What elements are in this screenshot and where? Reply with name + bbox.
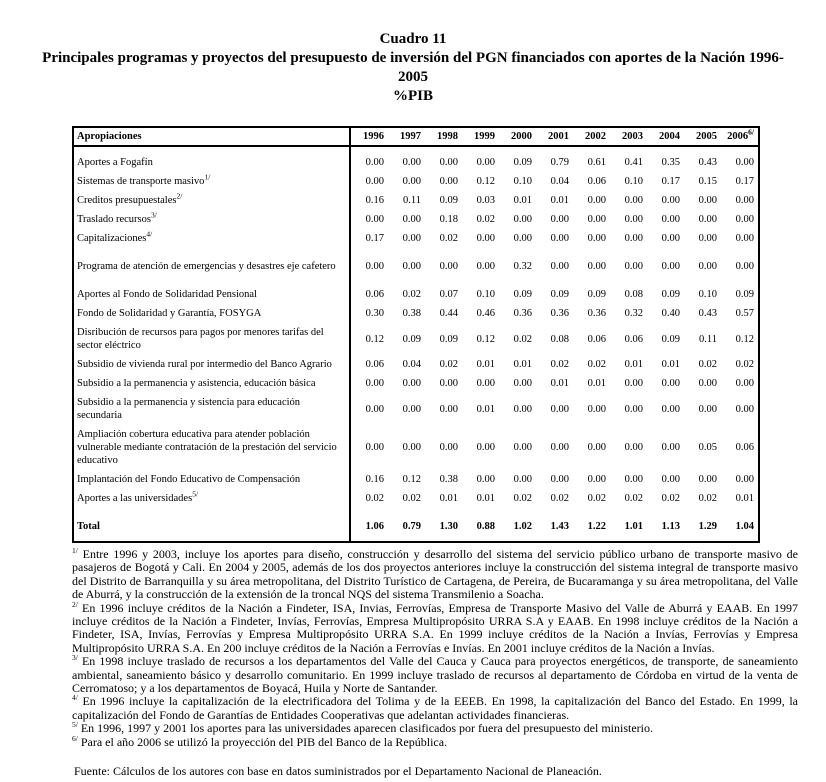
value-cell: 0.06	[735, 442, 754, 453]
value-cell: 0.02	[698, 493, 717, 504]
value-cell: 0.02	[439, 233, 458, 244]
row-label: Subsidio a la permanencia y asistencia, educación básica	[73, 374, 350, 393]
value-cell: 0.12	[735, 333, 754, 345]
value-cell: 0.00	[587, 261, 606, 272]
value-cell: 0.00	[402, 378, 421, 389]
footnote-text: En 1998 incluye traslado de recursos a los departamentos del Valle del Cauca y Cauca para proyectos energéticos, de transporte, de saneamiento ambiental, saneamiento básico y desarrollo comunitario. En 1999 incluye traslado de recursos al departamento de Córdoba en virtud de la venta de Cerromatoso; y a los departamentos de Boyacá, Huila y Norte de Santander.	[72, 654, 798, 696]
value-cell: 0.00	[624, 214, 643, 225]
footnote	[72, 722, 798, 735]
footnote-text: Entre 1996 y 2003, incluye los aportes para diseño, construcción y desarrollo del sistema del servicio público urbano de transporte masivo de pasajeros de Bogotá y Cali. En 2004 y 2005, además de los dos proyectos anteriores incluye la construcción del sistema integral de transporte masivo del Distrito de Barranquilla y su área metropolitana, del Distrito Turístico de Cartagena, de Pereira, de Bucaramanga y su área metropolitana, del Valle de Aburrá, y la construcción de la extensión de la troncal NQS del sistema Transmilenio a Soacha.	[72, 547, 798, 602]
value-cell: 0.00	[365, 157, 384, 168]
value-cell: 0.05	[698, 442, 717, 453]
value-cell: 0.00	[476, 261, 495, 272]
value-cell: 0.18	[439, 214, 458, 225]
value-cell: 0.00	[476, 442, 495, 453]
value-cell: 0.00	[735, 261, 754, 272]
footnote-marker: 3/	[72, 653, 78, 663]
value-cell: 0.00	[698, 233, 717, 244]
value-cell: 0.17	[365, 233, 384, 244]
footnote-marker: 2/	[176, 191, 183, 201]
value-cell: 0.43	[698, 157, 717, 168]
value-cell: 0.00	[587, 233, 606, 244]
value-cell: 0.00	[550, 214, 569, 225]
value-cell: 0.44	[439, 308, 458, 319]
value-cell: 0.00	[439, 403, 458, 415]
row-label: Subsidio de vivienda rural por intermedio del Banco Agrario	[73, 355, 350, 374]
value-cell: 0.02	[550, 359, 569, 370]
row-label: Subsidio a la permanencia y sistencia para educación secundaria	[73, 393, 350, 425]
table-row	[73, 229, 759, 248]
value-cell: 0.12	[476, 333, 495, 345]
value-cell: 0.57	[735, 308, 754, 319]
value-cell: 0.02	[476, 214, 495, 225]
value-cell: 0.00	[661, 261, 680, 272]
value-cell: 0.00	[439, 442, 458, 453]
value-cell: 0.30	[365, 308, 384, 319]
value-cell: 0.00	[624, 233, 643, 244]
value-cell: 0.35	[661, 157, 680, 168]
footnote	[72, 548, 798, 602]
value-cell: 0.36	[513, 308, 532, 319]
value-cell: 0.61	[587, 157, 606, 168]
value-cell: 0.01	[661, 359, 680, 370]
value-cell: 0.00	[513, 442, 532, 453]
column-header-year-2000: 2000	[511, 131, 532, 142]
value-cell: 0.00	[550, 474, 569, 485]
value-cell: 0.00	[439, 378, 458, 389]
value-cell: 0.12	[365, 333, 384, 345]
value-cell: 0.43	[698, 308, 717, 319]
value-cell: 0.00	[513, 474, 532, 485]
value-cell: 0.00	[735, 403, 754, 415]
footnote-text: En 1996, 1997 y 2001 los aportes para las universidades aparecen clasificados por fuera del presupuesto del ministerio.	[77, 721, 654, 736]
value-cell: 0.00	[513, 378, 532, 389]
value-cell: 0.11	[403, 195, 421, 206]
value-cell: 0.00	[365, 261, 384, 272]
value-cell: 0.46	[476, 308, 495, 319]
page-title: Principales programas y proyectos del presupuesto de inversión del PGN financiados con aportes de la Nación 1996-2005	[42, 50, 784, 85]
value-cell: 0.41	[624, 157, 643, 168]
value-cell: 0.00	[587, 474, 606, 485]
value-cell: 0.00	[513, 233, 532, 244]
value-cell: 0.12	[476, 176, 495, 187]
value-cell: 0.01	[439, 493, 458, 504]
column-header-year-2004: 2004	[659, 131, 680, 142]
value-cell: 0.09	[439, 333, 458, 345]
footnote	[72, 599, 798, 656]
value-cell: 0.00	[476, 474, 495, 485]
value-cell: 0.09	[587, 289, 606, 300]
value-cell: 0.00	[735, 474, 754, 485]
value-cell: 0.15	[698, 176, 717, 187]
value-cell: 0.79	[402, 521, 421, 532]
table-row	[73, 393, 759, 425]
value-cell: 0.02	[402, 493, 421, 504]
value-cell: 0.01	[550, 378, 569, 389]
table-row	[73, 191, 759, 210]
value-cell: 0.08	[624, 289, 643, 300]
value-cell: 0.00	[624, 261, 643, 272]
table-row	[73, 248, 759, 276]
footnote-text: En 1996 incluye créditos de la Nación a Findeter, ISA, Invias, Ferrovías, Empresa de Transporte Masivo del Valle de Aburrá y EAAB. En 1997 incluye créditos de la Nación a Findeter, Invías, Ferrovías, Empresa Multipropósito URRA S.A y EAAB. En 1998 incluye créditos de la Nación a Findeter, ISA, Invías, Ferrovías y Empresa Multipropósito URRA S.A. En 1999 incluye créditos de la Nación a Invías, Ferrovías y Empresa Multipropósito URRA S.A. En 200 incluye créditos de la Nación a Ferrovías e Invías. En 2001 incluye créditos de la Nación a Invías.	[72, 600, 798, 655]
value-cell: 0.00	[402, 214, 421, 225]
source-line: Fuente: Cálculos de los autores con base en datos suministrados por el Departamento Nacional de Planeación.	[74, 764, 602, 779]
value-cell: 0.16	[365, 474, 384, 485]
value-cell: 0.00	[550, 403, 569, 415]
row-label: Sistemas de transporte masivo$^{1/}$	[73, 172, 350, 191]
value-cell: 0.00	[365, 442, 384, 453]
value-cell: 0.00	[698, 195, 717, 206]
value-cell: 0.02	[624, 493, 643, 504]
row-label: Disribución de recursos para pagos por menores tarifas del sector eléctrico	[73, 323, 350, 355]
footnote-marker: 5/	[72, 720, 78, 730]
value-cell: 0.00	[402, 233, 421, 244]
value-cell: 0.00	[624, 195, 643, 206]
value-cell: 0.11	[699, 333, 717, 345]
value-cell: 0.00	[402, 442, 421, 453]
value-cell: 0.79	[550, 157, 569, 168]
table-row	[73, 323, 759, 355]
footnote	[72, 655, 798, 695]
value-cell: 0.00	[698, 214, 717, 225]
value-cell: 1.13	[661, 521, 680, 532]
column-header-year-2002: 2002	[585, 131, 606, 142]
value-cell: 0.00	[587, 195, 606, 206]
value-cell: 0.00	[402, 176, 421, 187]
value-cell: 1.02	[513, 521, 532, 532]
footnote	[72, 695, 798, 722]
table-header	[73, 127, 759, 146]
value-cell: 0.36	[587, 308, 606, 319]
value-cell: 0.00	[365, 176, 384, 187]
value-cell: 0.02	[513, 333, 532, 345]
value-cell: 0.00	[402, 403, 421, 415]
table-row	[73, 276, 759, 304]
value-cell: 0.00	[624, 442, 643, 453]
table-body	[73, 146, 759, 542]
value-cell: 0.00	[439, 176, 458, 187]
value-cell: 0.00	[513, 403, 532, 415]
row-label: Traslado recursos$^{3/}$	[73, 210, 350, 229]
value-cell: 0.00	[587, 403, 606, 415]
table-row	[73, 355, 759, 374]
value-cell: 0.00	[698, 474, 717, 485]
value-cell: 0.06	[624, 333, 643, 345]
column-header-year-1997: 1997	[400, 131, 421, 142]
value-cell: 0.00	[476, 378, 495, 389]
value-cell: 0.36	[550, 308, 569, 319]
value-cell: 0.04	[402, 359, 421, 370]
value-cell: 0.01	[550, 195, 569, 206]
value-cell: 0.01	[735, 493, 754, 504]
value-cell: 0.02	[735, 359, 754, 370]
value-cell: 0.00	[698, 261, 717, 272]
row-label: Aportes a las universidades$^{5/}$	[73, 489, 350, 508]
value-cell: 0.06	[365, 359, 384, 370]
value-cell: 0.00	[624, 378, 643, 389]
value-cell: 0.08	[550, 333, 569, 345]
column-header-apropiaciones: Apropiaciones	[73, 127, 350, 146]
table-row	[73, 210, 759, 229]
value-cell: 0.01	[624, 359, 643, 370]
value-cell: 0.06	[587, 333, 606, 345]
value-cell: 1.22	[587, 521, 606, 532]
row-label: Total	[73, 508, 350, 542]
footnotes-block	[72, 548, 798, 749]
footnote-marker: 5/	[192, 489, 199, 499]
footnote-marker: 3/	[150, 210, 157, 220]
value-cell: 0.02	[587, 359, 606, 370]
value-cell: 0.00	[476, 233, 495, 244]
value-cell: 0.04	[550, 176, 569, 187]
value-cell: 0.32	[513, 261, 532, 272]
value-cell: 0.00	[735, 233, 754, 244]
value-cell: 0.17	[735, 176, 754, 187]
value-cell: 0.38	[439, 474, 458, 485]
footnote-text: Para el año 2006 se utilizó la proyección del PIB del Banco de la República.	[77, 734, 448, 749]
value-cell: 0.00	[661, 378, 680, 389]
value-cell: 0.17	[661, 176, 680, 187]
value-cell: 0.09	[513, 157, 532, 168]
value-cell: 0.02	[587, 493, 606, 504]
value-cell: 0.02	[365, 493, 384, 504]
appropriations-table	[72, 126, 760, 543]
unit-label: %PIB	[392, 88, 433, 104]
value-cell: 0.38	[402, 308, 421, 319]
value-cell: 0.00	[661, 214, 680, 225]
footnote-marker: 2/	[72, 599, 78, 609]
value-cell: 0.10	[513, 176, 532, 187]
value-cell: 0.12	[402, 474, 421, 485]
value-cell: 0.00	[661, 195, 680, 206]
value-cell: 0.01	[476, 403, 495, 415]
row-label: Ampliación cobertura educativa para atender población vulnerable mediante contratación de la prestación del servicio educativo	[73, 425, 350, 470]
header-row	[73, 127, 759, 146]
value-cell: 0.07	[439, 289, 458, 300]
value-cell: 0.00	[550, 233, 569, 244]
value-cell: 0.00	[624, 403, 643, 415]
value-cell: 0.00	[735, 378, 754, 389]
value-cell: 0.00	[661, 442, 680, 453]
value-cell: 0.00	[661, 403, 680, 415]
value-cell: 0.02	[513, 493, 532, 504]
value-cell: 0.10	[698, 289, 717, 300]
value-cell: 0.40	[661, 308, 680, 319]
column-header-year-1996: 1996	[363, 131, 384, 142]
value-cell: 0.10	[476, 289, 495, 300]
row-label: Aportes al Fondo de Solidaridad Pensional	[73, 276, 350, 304]
value-cell: 0.06	[365, 289, 384, 300]
value-cell: 0.00	[661, 474, 680, 485]
value-cell: 1.30	[439, 521, 458, 532]
table-row	[73, 146, 759, 172]
value-cell: 0.00	[550, 442, 569, 453]
row-label: Implantación del Fondo Educativo de Compensación	[73, 470, 350, 489]
value-cell: 0.16	[365, 195, 384, 206]
footnote-marker: 1/	[72, 546, 78, 555]
value-cell: 0.00	[587, 214, 606, 225]
column-header-year-1998: 1998	[437, 131, 458, 142]
footnote-marker: 6/	[72, 733, 78, 743]
table-row	[73, 374, 759, 393]
value-cell: 0.00	[698, 403, 717, 415]
value-cell: 0.03	[476, 195, 495, 206]
value-cell: 0.00	[550, 261, 569, 272]
value-cell: 0.00	[439, 261, 458, 272]
value-cell: 0.02	[550, 493, 569, 504]
value-cell: 0.09	[439, 195, 458, 206]
footnote	[72, 733, 798, 749]
value-cell: 1.43	[550, 521, 569, 532]
value-cell: 0.00	[476, 157, 495, 168]
table-row	[73, 425, 759, 470]
title-block	[0, 0, 826, 106]
table-row	[73, 304, 759, 323]
value-cell: 1.29	[698, 521, 717, 532]
value-cell: 0.10	[624, 176, 643, 187]
footnote-marker: 1/	[204, 172, 211, 182]
value-cell: 0.00	[402, 157, 421, 168]
table-row	[73, 172, 759, 191]
column-header-year-2006: $2006^{6/}$	[727, 127, 754, 142]
value-cell: 0.32	[624, 308, 643, 319]
value-cell: 0.09	[661, 289, 680, 300]
table-row	[73, 470, 759, 489]
value-cell: 0.09	[402, 333, 421, 345]
value-cell: 1.06	[365, 521, 384, 532]
value-cell: 0.00	[735, 195, 754, 206]
value-cell: 0.00	[402, 261, 421, 272]
value-cell: 0.00	[439, 157, 458, 168]
column-header-year-1999: 1999	[474, 131, 495, 142]
value-cell: 0.00	[735, 157, 754, 168]
value-cell: 0.01	[513, 359, 532, 370]
value-cell: 0.02	[439, 359, 458, 370]
footnote-marker: 6/	[748, 127, 754, 137]
value-cell: 0.09	[661, 333, 680, 345]
value-cell: 0.00	[587, 442, 606, 453]
value-cell: 0.09	[550, 289, 569, 300]
footnote-marker: 4/	[146, 229, 153, 239]
table-number: Cuadro 11	[379, 31, 447, 47]
value-cell: 0.00	[365, 403, 384, 415]
value-cell: 0.00	[365, 378, 384, 389]
value-cell: 0.02	[698, 359, 717, 370]
table-row	[73, 508, 759, 542]
value-cell: 0.00	[698, 378, 717, 389]
footnote-marker: 4/	[72, 693, 78, 703]
value-cell: 0.09	[735, 289, 754, 300]
value-cell: 0.00	[661, 233, 680, 244]
column-header-year-2005: 2005	[696, 131, 717, 142]
value-cell: 0.00	[365, 214, 384, 225]
table-row	[73, 489, 759, 508]
value-cell: 0.01	[476, 359, 495, 370]
value-cell: 0.01	[513, 195, 532, 206]
value-cell: 0.01	[476, 493, 495, 504]
value-cell: 0.09	[513, 289, 532, 300]
value-cell: 0.00	[624, 474, 643, 485]
value-cell: 1.04	[735, 521, 754, 532]
row-label: Creditos presupuestales$^{2/}$	[73, 191, 350, 210]
row-label: Fondo de Solidaridad y Garantía, FOSYGA	[73, 304, 350, 323]
column-header-year-2001: 2001	[548, 131, 569, 142]
value-cell: 0.00	[513, 214, 532, 225]
value-cell: 0.02	[661, 493, 680, 504]
value-cell: 0.02	[402, 289, 421, 300]
column-header-year-2003: 2003	[622, 131, 643, 142]
value-cell: 1.01	[624, 521, 643, 532]
row-label: Capitalizaciones$^{4/}$	[73, 229, 350, 248]
value-cell: 0.88	[476, 521, 495, 532]
row-label: Aportes a Fogafín	[73, 146, 350, 172]
row-label: Programa de atención de emergencias y desastres eje cafetero	[73, 248, 350, 276]
footnote-text: En 1996 incluye la capitalización de la electrificadora del Tolima y de la EEEB. En 1998, la capitalización del Banco del Estado. En 1999, la capitalización del Fondo de Garantías de Entidades Cooperativas que adelantan actividades financieras.	[72, 694, 798, 722]
value-cell: 0.01	[587, 378, 606, 389]
value-cell: 0.00	[735, 214, 754, 225]
value-cell: 0.06	[587, 176, 606, 187]
